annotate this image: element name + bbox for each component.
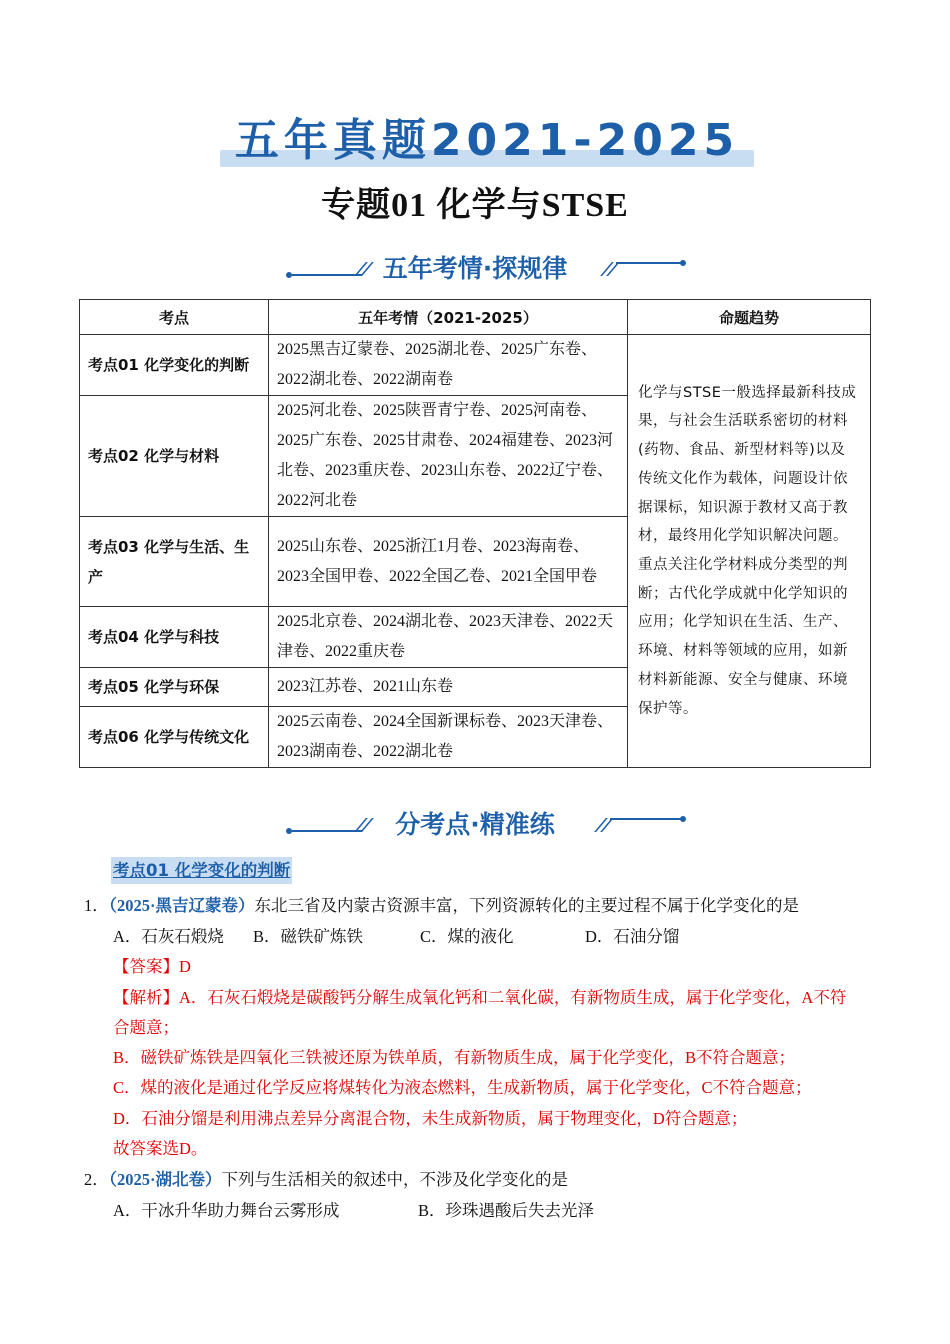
table-header-row bbox=[80, 300, 871, 335]
years-cell: 2025云南卷、2024全国新课标卷、2023天津卷、2023湖南卷、2022湖北卷 bbox=[269, 707, 628, 768]
years-cell: 2025黑吉辽蒙卷、2025湖北卷、2025广东卷、2022湖北卷、2022湖南卷 bbox=[269, 335, 628, 396]
years-cell: 2025河北卷、2025陕晋青宁卷、2025河南卷、2025广东卷、2025甘肃卷、2024福建卷、2023河北卷、2023重庆卷、2023山东卷、2022辽宁卷、2022河北卷 bbox=[269, 396, 628, 517]
analysis-line: 故答案选D。 bbox=[113, 1139, 208, 1158]
decor-line-right bbox=[616, 262, 682, 264]
option-c: C．煤的液化 bbox=[420, 927, 514, 946]
question-stem: 下列与生活相关的叙述中，不涉及化学变化的是 bbox=[221, 1170, 569, 1189]
question-source: （2025·湖北卷） bbox=[108, 1170, 222, 1189]
option-a: A．干冰升华助力舞台云雾形成 bbox=[113, 1201, 340, 1220]
trend-cell: 化学与STSE一般选择最新科技成果，与社会生活联系密切的材料(药物、食品、新型材料等)以及传统文化作为载体，问题设计依据课标，知识源于教材又高于教材，最终用化学知识解决问题。重点关注化学材料成分类型的判断；古代化学成就中化学知识的应用；化学知识在生活、生产、环境、材料等领域的应用，如新材料新能源、安全与健康、环境保护等。 bbox=[628, 335, 871, 768]
answer: 【答案】D bbox=[113, 957, 191, 976]
section-heading-1 bbox=[0, 249, 950, 289]
option-d: D．石油分馏 bbox=[585, 927, 680, 946]
section-heading-2 bbox=[0, 805, 950, 845]
years-cell: 2025北京卷、2024湖北卷、2023天津卷、2022天津卷、2022重庆卷 bbox=[269, 607, 628, 668]
point-cell: 考点05 化学与环保 bbox=[80, 668, 269, 707]
analysis-line: 合题意； bbox=[113, 1018, 179, 1037]
option-a: A．石灰石煅烧 bbox=[113, 927, 224, 946]
banner-title: 五年真题2021-2025 bbox=[234, 115, 740, 166]
analysis-line: C．煤的液化是通过化学反应将煤转化为液态燃料，生成新物质，属于化学变化，C不符合题意； bbox=[113, 1078, 812, 1097]
point-cell: 考点03 化学与生活、生产 bbox=[80, 517, 269, 607]
point-cell: 考点06 化学与传统文化 bbox=[80, 707, 269, 768]
question-1 bbox=[84, 891, 799, 921]
option-b: B．磁铁矿炼铁 bbox=[253, 927, 364, 946]
subject-title: 专题01 化学与STSE bbox=[321, 187, 629, 224]
analysis-line: B．磁铁矿炼铁是四氧化三铁被还原为铁单质，有新物质生成，属于化学变化，B不符合题意； bbox=[113, 1048, 796, 1067]
analysis-line: 【解析】A．石灰石煅烧是碳酸钙分解生成氧化钙和二氧化碳，有新物质生成，属于化学变化，A不符 bbox=[113, 988, 847, 1007]
table-row bbox=[80, 335, 871, 396]
exam-summary-table bbox=[79, 299, 871, 768]
point-cell: 考点01 化学变化的判断 bbox=[80, 335, 269, 396]
years-cell: 2025山东卷、2025浙江1月卷、2023海南卷、2023全国甲卷、2022全国乙卷、2021全国甲卷 bbox=[269, 517, 628, 607]
decor-line-right bbox=[610, 818, 682, 820]
section-title: 分考点·精准练 bbox=[395, 810, 555, 839]
point-tag: 考点01 化学变化的判断 bbox=[111, 857, 292, 884]
column-header: 命题趋势 bbox=[628, 300, 871, 335]
question-2 bbox=[84, 1165, 568, 1195]
option-b: B．珍珠遇酸后失去光泽 bbox=[418, 1201, 595, 1220]
decor-dot bbox=[680, 260, 686, 266]
question-stem: 东北三省及内蒙古资源丰富，下列资源转化的主要过程不属于化学变化的是 bbox=[254, 896, 800, 915]
banner bbox=[220, 112, 754, 172]
decor-dot bbox=[680, 816, 686, 822]
years-cell: 2023江苏卷、2021山东卷 bbox=[269, 668, 628, 707]
question-number: 1． bbox=[84, 896, 109, 915]
question-number: 2． bbox=[84, 1170, 109, 1189]
section-title: 五年考情·探规律 bbox=[382, 254, 568, 283]
point-cell: 考点04 化学与科技 bbox=[80, 607, 269, 668]
question-source: （2025·黑吉辽蒙卷） bbox=[108, 896, 255, 915]
analysis-line: D．石油分馏是利用沸点差异分离混合物，未生成新物质，属于物理变化，D符合题意； bbox=[113, 1109, 748, 1128]
point-cell: 考点02 化学与材料 bbox=[80, 396, 269, 517]
column-header: 五年考情（2021-2025） bbox=[269, 300, 628, 335]
column-header: 考点 bbox=[80, 300, 269, 335]
